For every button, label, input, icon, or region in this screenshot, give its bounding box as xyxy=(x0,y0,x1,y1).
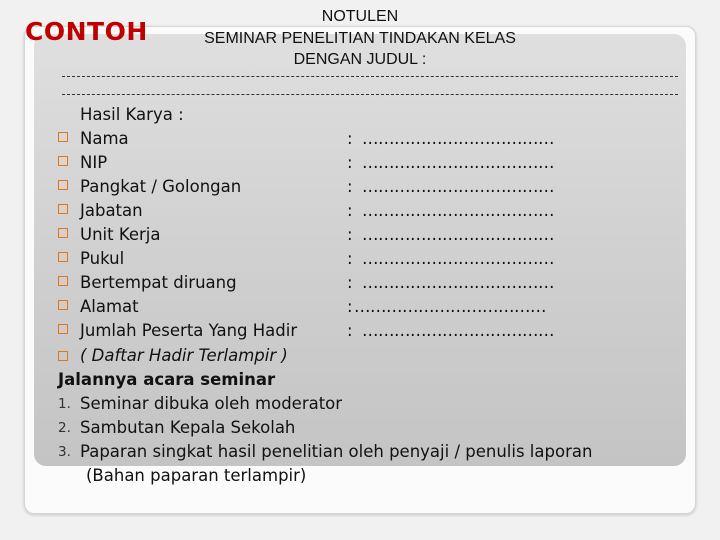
title-blank-line-2 xyxy=(62,94,678,96)
agenda-text: Paparan singkat hasil penelitian oleh penyaji / penulis laporan xyxy=(80,442,593,461)
field-row-alamat xyxy=(58,297,678,321)
field-colon: : xyxy=(347,321,353,340)
bullet-icon xyxy=(58,276,68,286)
bullet-icon xyxy=(58,132,68,142)
section-title: Jalannya acara seminar xyxy=(58,370,276,389)
title-seminar: SEMINAR PENELITIAN TINDAKAN KELAS xyxy=(204,30,516,47)
field-blank: ……………………………… xyxy=(362,321,554,340)
agenda-text: Sambutan Kepala Sekolah xyxy=(80,418,296,437)
agenda-number: 1. xyxy=(58,396,71,412)
field-blank: ……………………………… xyxy=(362,273,554,292)
field-colon: : xyxy=(347,225,353,244)
field-row-tempat xyxy=(58,273,678,297)
field-label: Bertempat diruang xyxy=(80,273,237,292)
bullet-icon xyxy=(58,252,68,262)
field-row-nama xyxy=(58,129,678,153)
field-row-pangkat xyxy=(58,177,678,201)
field-label: Nama xyxy=(80,129,129,148)
field-colon: : xyxy=(347,249,353,268)
field-blank: ……………………………… xyxy=(362,249,554,268)
bullet-icon xyxy=(58,351,68,361)
bullet-icon xyxy=(58,156,68,166)
field-row-jabatan xyxy=(58,201,678,225)
field-blank: ……………………………… xyxy=(362,225,554,244)
field-row-jumlah-peserta xyxy=(58,321,678,345)
field-colon: : xyxy=(347,201,353,220)
field-label: Jabatan xyxy=(80,201,143,220)
agenda-text: Seminar dibuka oleh moderator xyxy=(80,394,343,413)
field-label: Pangkat / Golongan xyxy=(80,177,242,196)
field-label: Unit Kerja xyxy=(80,225,161,244)
bullet-icon xyxy=(58,228,68,238)
field-colon: : xyxy=(347,129,353,148)
attendance-note: ( Daftar Hadir Terlampir ) xyxy=(80,346,288,365)
field-row-unit-kerja xyxy=(58,225,678,249)
bullet-icon xyxy=(58,324,68,334)
field-colon: : xyxy=(347,297,353,316)
attendance-note-row xyxy=(58,346,678,370)
title-blank-line-1 xyxy=(62,76,678,78)
agenda-continuation: (Bahan paparan terlampir) xyxy=(86,466,307,485)
field-blank: ……………………………… xyxy=(362,153,554,172)
contoh-label: CONTOH xyxy=(25,17,148,46)
title-notulen: NOTULEN xyxy=(321,8,399,25)
field-blank: ……………………………… xyxy=(362,129,554,148)
field-label: NIP xyxy=(80,153,108,172)
bullet-icon xyxy=(58,300,68,310)
field-row-nip xyxy=(58,153,678,177)
field-colon: : xyxy=(347,273,353,292)
field-colon: : xyxy=(347,177,353,196)
bullet-icon xyxy=(58,180,68,190)
field-row-pukul xyxy=(58,249,678,273)
title-judul: DENGAN JUDUL : xyxy=(293,51,427,68)
hasil-karya-heading: Hasil Karya : xyxy=(80,105,184,124)
field-blank: ……………………………… xyxy=(354,297,546,316)
agenda-number: 2. xyxy=(58,420,71,436)
bullet-icon xyxy=(58,204,68,214)
agenda-number: 3. xyxy=(58,444,71,460)
field-blank: ……………………………… xyxy=(362,177,554,196)
field-blank: ……………………………… xyxy=(362,201,554,220)
field-label: Jumlah Peserta Yang Hadir xyxy=(80,321,298,340)
field-label: Alamat xyxy=(80,297,139,316)
field-label: Pukul xyxy=(80,249,125,268)
field-colon: : xyxy=(347,153,353,172)
